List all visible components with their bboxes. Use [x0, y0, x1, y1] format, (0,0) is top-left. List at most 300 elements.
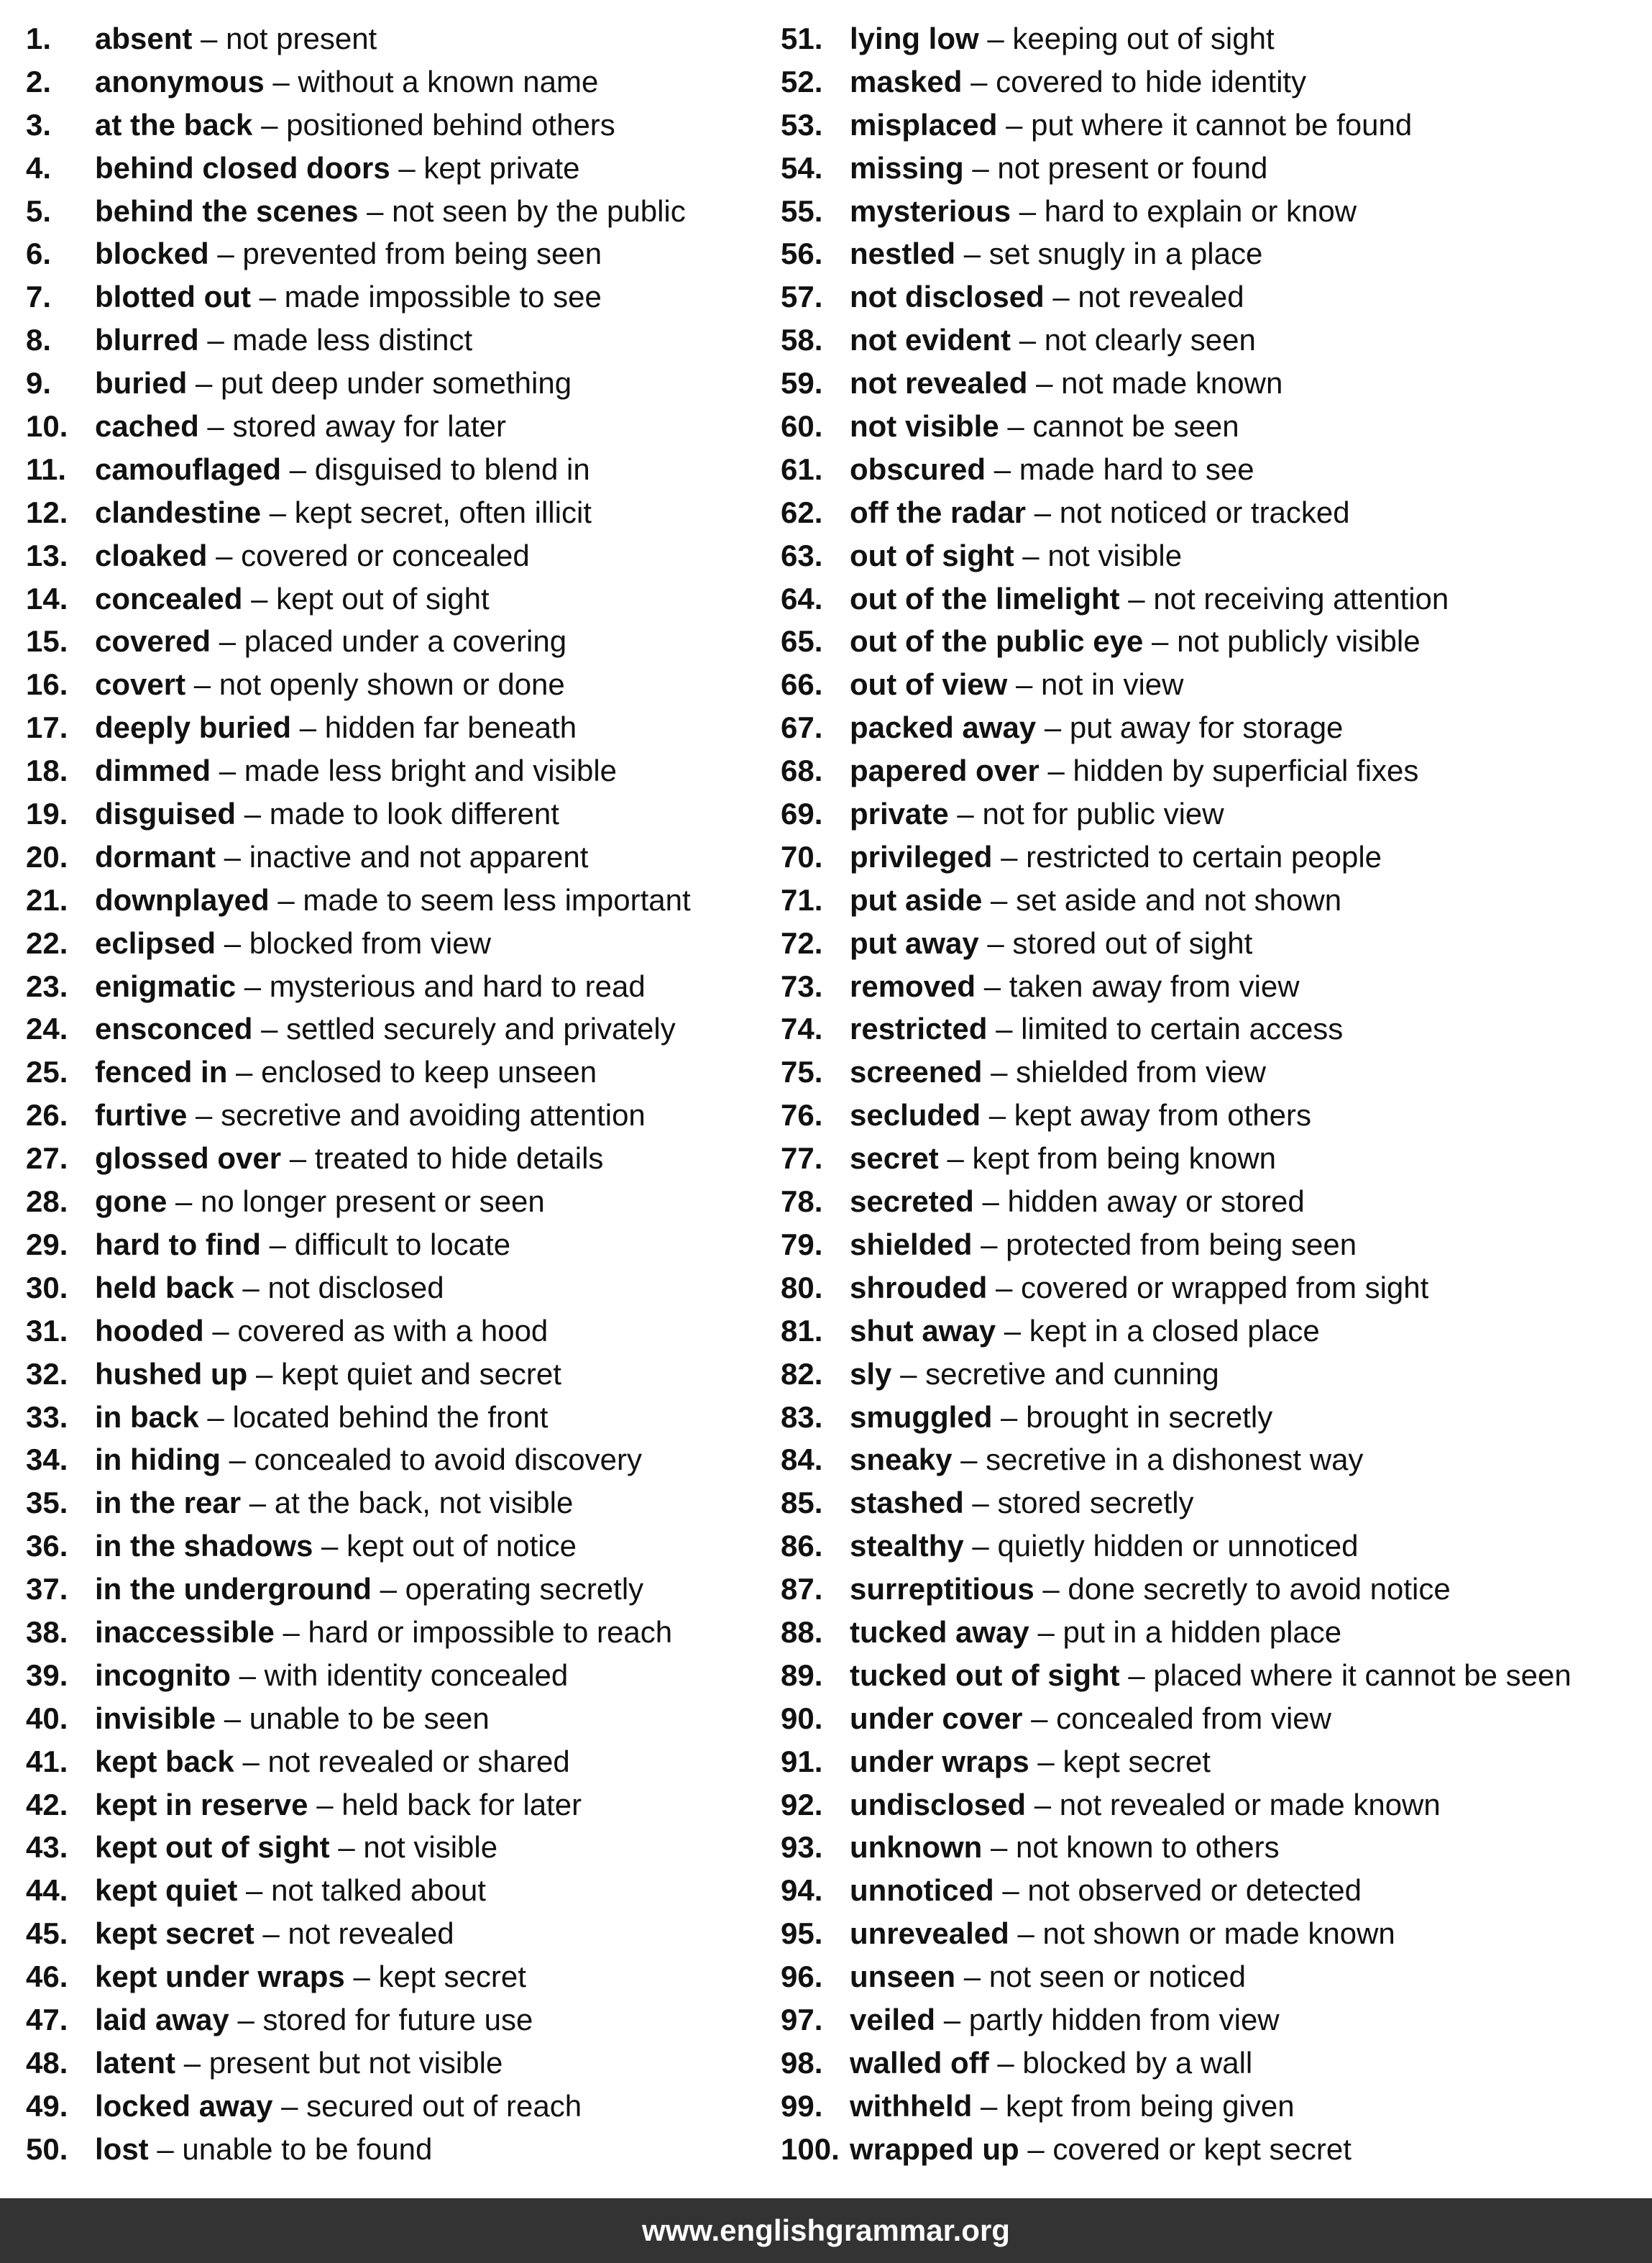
- entry-term: not revealed: [850, 366, 1028, 401]
- list-item: [781, 1740, 1643, 1783]
- entry-term: latent: [95, 2045, 176, 2080]
- entry-term: absent: [95, 22, 193, 55]
- entry-number: 59.: [781, 366, 823, 401]
- entry-separator: –: [1001, 1399, 1018, 1434]
- list-item: [26, 1611, 774, 1654]
- entry-definition: made impossible to see: [284, 280, 602, 314]
- entry-separator: –: [283, 1614, 300, 1649]
- entry-number: 40.: [26, 1701, 68, 1735]
- entry-term: eclipsed: [95, 925, 216, 960]
- entry-definition: present but not visible: [208, 2045, 503, 2080]
- list-item: [781, 147, 1643, 190]
- entry-term: blotted out: [95, 280, 251, 314]
- entry-definition: covered to hide identity: [996, 64, 1307, 99]
- entry-term: in back: [95, 1399, 199, 1434]
- entry-term: enigmatic: [95, 969, 237, 1003]
- entry-term: misplaced: [850, 107, 998, 142]
- entry-separator: –: [259, 280, 276, 314]
- entry-number: 77.: [781, 1141, 823, 1176]
- entry-definition: not revealed or made known: [1059, 1787, 1441, 1821]
- entry-separator: –: [299, 710, 317, 745]
- entry-number: 45.: [26, 1916, 68, 1951]
- entry-term: shrouded: [850, 1270, 988, 1304]
- entry-separator: –: [1027, 2131, 1045, 2166]
- entry-separator: –: [224, 1701, 242, 1735]
- entry-definition: set snugly in a place: [988, 237, 1263, 271]
- list-item: [781, 1051, 1643, 1094]
- entry-term: concealed: [95, 581, 243, 616]
- list-item: [781, 1998, 1643, 2042]
- entry-term: private: [850, 797, 949, 831]
- list-item: [781, 491, 1643, 534]
- list-item: [781, 577, 1643, 621]
- list-item: [26, 17, 774, 60]
- entry-definition: not openly shown or done: [219, 667, 565, 702]
- entry-term: masked: [850, 64, 963, 99]
- entry-separator: –: [963, 237, 981, 271]
- entry-definition: not seen by the public: [392, 193, 686, 228]
- entry-term: not disclosed: [850, 280, 1045, 314]
- entry-number: 27.: [26, 1141, 68, 1176]
- entry-term: kept back: [95, 1744, 234, 1778]
- entry-number: 9.: [26, 366, 52, 401]
- entry-definition: not revealed or shared: [267, 1744, 570, 1778]
- entry-number: 23.: [26, 969, 68, 1003]
- entry-definition: stored secretly: [997, 1486, 1194, 1520]
- entry-separator: –: [272, 64, 290, 99]
- entry-separator: –: [960, 1443, 978, 1477]
- entry-separator: –: [244, 797, 262, 831]
- entry-term: sly: [850, 1356, 892, 1391]
- entry-term: off the radar: [850, 495, 1027, 529]
- entry-separator: –: [237, 2002, 254, 2036]
- entry-number: 75.: [781, 1055, 823, 1089]
- entry-definition: not revealed: [288, 1916, 454, 1951]
- list-item: [26, 1223, 774, 1266]
- list-item: [781, 1007, 1643, 1051]
- entry-number: 50.: [26, 2131, 68, 2166]
- entry-definition: stored for future use: [262, 2002, 533, 2036]
- entry-term: furtive: [95, 1098, 188, 1133]
- list-item: [26, 1912, 774, 1955]
- entry-separator: –: [982, 1184, 999, 1219]
- entry-number: 43.: [26, 1830, 68, 1865]
- entry-term: obscured: [850, 452, 986, 486]
- entry-term: covert: [95, 667, 186, 702]
- entry-separator: –: [183, 2045, 201, 2080]
- entry-term: papered over: [850, 754, 1040, 788]
- entry-term: kept quiet: [95, 1873, 238, 1908]
- entry-number: 22.: [26, 925, 68, 960]
- entry-definition: not clearly seen: [1044, 323, 1256, 357]
- entry-term: downplayed: [95, 882, 270, 917]
- entry-number: 88.: [781, 1614, 823, 1649]
- entry-definition: shielded from view: [1016, 1055, 1266, 1089]
- entry-definition: kept from being known: [972, 1141, 1277, 1176]
- entry-term: unseen: [850, 1960, 956, 1994]
- entry-number: 19.: [26, 797, 68, 831]
- entry-term: undisclosed: [850, 1787, 1027, 1821]
- entry-separator: –: [1042, 1572, 1060, 1606]
- entry-separator: –: [1004, 1313, 1022, 1348]
- list-item: [781, 405, 1643, 448]
- entry-definition: kept secret, often illicit: [294, 495, 592, 529]
- entry-separator: –: [261, 1012, 278, 1046]
- entry-term: shielded: [850, 1227, 973, 1261]
- entry-separator: –: [196, 366, 213, 401]
- entry-definition: made hard to see: [1019, 452, 1254, 486]
- list-item: [26, 1826, 774, 1869]
- entry-definition: not shown or made known: [1042, 1916, 1395, 1951]
- list-item: [781, 965, 1643, 1008]
- entry-definition: taken away from view: [1009, 969, 1300, 1003]
- entry-separator: –: [281, 2088, 298, 2123]
- entry-separator: –: [269, 495, 287, 529]
- entry-number: 67.: [781, 710, 823, 745]
- entry-definition: positioned behind others: [286, 107, 615, 142]
- list-item: [781, 104, 1643, 147]
- entry-term: kept in reserve: [95, 1787, 308, 1821]
- entry-number: 99.: [781, 2088, 823, 2123]
- list-item: [781, 1826, 1643, 1869]
- entry-number: 3.: [26, 107, 52, 142]
- list-item: [781, 749, 1643, 792]
- entry-number: 79.: [781, 1227, 823, 1261]
- list-item: [781, 1654, 1643, 1697]
- entry-number: 7.: [26, 280, 52, 314]
- entry-definition: hard or impossible to reach: [308, 1614, 673, 1649]
- entry-definition: protected from being seen: [1006, 1227, 1357, 1261]
- entry-definition: difficult to locate: [294, 1227, 511, 1261]
- list-item: [26, 232, 774, 275]
- entry-separator: –: [224, 839, 242, 874]
- entry-number: 93.: [781, 1830, 823, 1865]
- list-item: [781, 1697, 1643, 1740]
- entry-term: out of sight: [850, 538, 1014, 572]
- entry-definition: quietly hidden or unnoticed: [997, 1529, 1359, 1563]
- entry-number: 56.: [781, 237, 823, 271]
- entry-definition: located behind the front: [232, 1399, 549, 1434]
- entry-definition: not present: [226, 22, 377, 55]
- entry-number: 92.: [781, 1787, 823, 1821]
- entry-definition: not talked about: [271, 1873, 486, 1908]
- entry-number: 11.: [26, 452, 67, 486]
- entry-separator: –: [987, 22, 1004, 55]
- entry-term: secret: [850, 1141, 939, 1176]
- entry-definition: stored out of sight: [1012, 925, 1253, 960]
- entry-separator: –: [207, 1399, 224, 1434]
- entry-number: 13.: [26, 538, 68, 572]
- entry-definition: put deep under something: [221, 366, 572, 401]
- list-item: [26, 706, 774, 749]
- entry-separator: –: [1152, 624, 1169, 659]
- entry-term: dimmed: [95, 754, 211, 788]
- entry-number: 100.: [781, 2131, 840, 2166]
- entry-separator: –: [947, 1141, 964, 1176]
- entry-number: 85.: [781, 1486, 823, 1520]
- entry-number: 14.: [26, 581, 68, 616]
- entry-separator: –: [239, 1658, 256, 1692]
- entry-number: 83.: [781, 1399, 823, 1434]
- entry-number: 98.: [781, 2045, 823, 2080]
- entry-number: 52.: [781, 64, 823, 99]
- entry-definition: put away for storage: [1069, 710, 1344, 745]
- entry-separator: –: [249, 1486, 267, 1520]
- entry-separator: –: [289, 1141, 307, 1176]
- entry-separator: –: [269, 1227, 286, 1261]
- entry-separator: –: [991, 882, 1008, 917]
- entry-term: put away: [850, 925, 979, 960]
- entry-separator: –: [289, 452, 307, 486]
- entry-definition: brought in secretly: [1026, 1399, 1273, 1434]
- entry-term: kept secret: [95, 1916, 254, 1951]
- list-item: [26, 104, 774, 147]
- list-item: [26, 1783, 774, 1827]
- entry-definition: not for public view: [982, 797, 1224, 831]
- list-item: [781, 17, 1643, 60]
- entry-separator: –: [1022, 538, 1040, 572]
- entry-separator: –: [963, 1960, 981, 1994]
- entry-separator: –: [201, 22, 218, 55]
- entry-number: 1.: [26, 22, 52, 55]
- list-item: [781, 1524, 1643, 1568]
- list-item: [26, 448, 774, 491]
- list-item: [26, 1438, 774, 1481]
- footer-url[interactable]: www.englishgrammar.org: [642, 2213, 1010, 2247]
- entry-separator: –: [175, 1184, 193, 1219]
- entry-separator: –: [1006, 107, 1023, 142]
- entry-separator: –: [261, 107, 278, 142]
- entry-definition: not observed or detected: [1027, 1873, 1362, 1908]
- entry-number: 91.: [781, 1744, 823, 1778]
- entry-number: 86.: [781, 1529, 823, 1563]
- entry-separator: –: [987, 925, 1004, 960]
- list-item: [781, 922, 1643, 965]
- entry-separator: –: [1037, 1614, 1055, 1649]
- list-item: [781, 1094, 1643, 1137]
- list-item: [26, 1740, 774, 1783]
- list-item: [781, 448, 1643, 491]
- list-item: [781, 2085, 1643, 2128]
- list-item: [26, 1180, 774, 1223]
- entry-separator: –: [246, 1873, 263, 1908]
- list-item: [781, 2128, 1643, 2171]
- entry-separator: –: [1037, 1744, 1055, 1778]
- entry-number: 80.: [781, 1270, 823, 1304]
- entry-separator: –: [256, 1356, 273, 1391]
- entry-definition: operating secretly: [405, 1572, 644, 1606]
- entry-number: 26.: [26, 1098, 68, 1133]
- list-item: [781, 1223, 1643, 1266]
- list-item: [781, 319, 1643, 362]
- entry-number: 95.: [781, 1916, 823, 1951]
- entry-term: unnoticed: [850, 1873, 994, 1908]
- entry-term: secreted: [850, 1184, 974, 1219]
- entry-definition: concealed from view: [1056, 1701, 1331, 1735]
- entry-number: 78.: [781, 1184, 823, 1219]
- list-item: [781, 836, 1643, 879]
- list-item: [26, 1524, 774, 1568]
- entry-definition: inactive and not apparent: [249, 839, 589, 874]
- entry-separator: –: [207, 409, 224, 444]
- entry-number: 87.: [781, 1572, 823, 1606]
- entry-separator: –: [193, 667, 211, 702]
- list-item: [781, 362, 1643, 405]
- entry-term: out of the limelight: [850, 581, 1120, 616]
- list-item: [781, 1481, 1643, 1524]
- list-item: [781, 60, 1643, 104]
- entry-separator: –: [219, 754, 237, 788]
- entry-separator: –: [219, 624, 237, 659]
- entry-term: held back: [95, 1270, 234, 1304]
- entry-definition: not present or found: [997, 150, 1268, 185]
- entry-term: cloaked: [95, 538, 208, 572]
- entry-term: not visible: [850, 409, 999, 444]
- list-item: [781, 1180, 1643, 1223]
- entry-definition: kept private: [423, 150, 580, 185]
- entry-definition: not visible: [1047, 538, 1183, 572]
- entry-term: blocked: [95, 237, 209, 271]
- entry-number: 18.: [26, 754, 68, 788]
- entry-term: withheld: [850, 2088, 973, 2123]
- entry-separator: –: [1034, 1787, 1052, 1821]
- list-item: [781, 1869, 1643, 1912]
- entry-number: 73.: [781, 969, 823, 1003]
- entry-number: 28.: [26, 1184, 68, 1219]
- entry-definition: covered or wrapped from sight: [1021, 1270, 1429, 1304]
- entry-separator: –: [1034, 495, 1052, 529]
- entry-definition: not visible: [363, 1830, 498, 1865]
- entry-number: 74.: [781, 1012, 823, 1046]
- list-item: [26, 60, 774, 104]
- list-item: [781, 275, 1643, 319]
- entry-separator: –: [242, 1744, 260, 1778]
- entry-term: stealthy: [850, 1529, 964, 1563]
- entry-term: dormant: [95, 839, 216, 874]
- entry-separator: –: [207, 323, 224, 357]
- entry-separator: –: [1019, 193, 1037, 228]
- entry-separator: –: [983, 969, 1001, 1003]
- entry-separator: –: [1017, 1916, 1034, 1951]
- list-item: [26, 577, 774, 621]
- entry-separator: –: [991, 1055, 1008, 1089]
- entry-number: 15.: [26, 624, 68, 659]
- entry-definition: secretive and avoiding attention: [221, 1098, 646, 1133]
- entry-term: missing: [850, 150, 964, 185]
- entry-number: 30.: [26, 1270, 68, 1304]
- entry-separator: –: [229, 1443, 246, 1477]
- entry-definition: without a known name: [298, 64, 599, 99]
- entry-number: 65.: [781, 624, 823, 659]
- list-item: [26, 1654, 774, 1697]
- list-item: [26, 1955, 774, 1998]
- entry-definition: made less bright and visible: [244, 754, 618, 788]
- entry-term: hard to find: [95, 1227, 261, 1261]
- entry-term: covered: [95, 624, 211, 659]
- entry-term: lost: [95, 2131, 149, 2166]
- entry-definition: concealed to avoid discovery: [254, 1443, 642, 1477]
- entry-separator: –: [224, 925, 242, 960]
- entry-separator: –: [1052, 280, 1070, 314]
- entry-number: 21.: [26, 882, 68, 917]
- entry-number: 48.: [26, 2045, 68, 2080]
- entry-term: unknown: [850, 1830, 983, 1865]
- entry-number: 62.: [781, 495, 823, 529]
- list-item: [781, 620, 1643, 663]
- entry-number: 12.: [26, 495, 68, 529]
- entry-separator: –: [988, 1098, 1006, 1133]
- entry-number: 55.: [781, 193, 823, 228]
- entry-separator: –: [1031, 1701, 1048, 1735]
- list-item: [781, 534, 1643, 577]
- entry-number: 57.: [781, 280, 823, 314]
- entry-definition: disguised to blend in: [314, 452, 590, 486]
- entry-number: 97.: [781, 2002, 823, 2036]
- entry-separator: –: [981, 2088, 998, 2123]
- entry-separator: –: [972, 1486, 989, 1520]
- entry-separator: –: [1007, 409, 1024, 444]
- entry-number: 94.: [781, 1873, 823, 1908]
- entry-number: 68.: [781, 754, 823, 788]
- entry-definition: kept out of notice: [347, 1529, 577, 1563]
- list-item: [781, 1438, 1643, 1481]
- entry-term: restricted: [850, 1012, 988, 1046]
- entry-definition: secretive in a dishonest way: [986, 1443, 1364, 1477]
- list-item: [26, 1137, 774, 1180]
- list-item: [26, 1869, 774, 1912]
- entry-term: buried: [95, 366, 188, 401]
- list-item: [26, 836, 774, 879]
- entry-number: 36.: [26, 1529, 68, 1563]
- entry-term: kept under wraps: [95, 1960, 345, 1994]
- entry-number: 90.: [781, 1701, 823, 1735]
- entry-definition: prevented from being seen: [242, 237, 602, 271]
- entry-separator: –: [251, 581, 268, 616]
- entry-definition: unable to be seen: [249, 1701, 490, 1735]
- entry-definition: not in view: [1041, 667, 1184, 702]
- entry-definition: limited to certain access: [1021, 1012, 1344, 1046]
- entry-term: glossed over: [95, 1141, 282, 1176]
- entry-number: 25.: [26, 1055, 68, 1089]
- entry-number: 58.: [781, 323, 823, 357]
- entry-separator: –: [338, 1830, 355, 1865]
- entry-separator: –: [1044, 710, 1062, 745]
- entry-separator: –: [970, 64, 988, 99]
- entry-number: 5.: [26, 193, 52, 228]
- entry-number: 81.: [781, 1313, 823, 1348]
- entry-definition: no longer present or seen: [201, 1184, 545, 1219]
- entry-term: laid away: [95, 2002, 229, 2036]
- entry-separator: –: [972, 1529, 989, 1563]
- entry-number: 49.: [26, 2088, 68, 2123]
- footer-bar: [0, 2198, 1652, 2263]
- entry-term: out of the public eye: [850, 624, 1144, 659]
- entry-term: lying low: [850, 22, 979, 55]
- list-item: [26, 965, 774, 1008]
- entry-definition: blocked by a wall: [1022, 2045, 1253, 2080]
- entry-definition: restricted to certain people: [1026, 839, 1382, 874]
- entry-definition: put in a hidden place: [1063, 1614, 1342, 1649]
- list-item: [26, 1094, 774, 1137]
- list-item: [26, 1396, 774, 1439]
- list-item: [26, 275, 774, 319]
- entry-number: 69.: [781, 797, 823, 831]
- entry-term: inaccessible: [95, 1614, 275, 1649]
- entry-term: out of view: [850, 667, 1008, 702]
- entry-term: smuggled: [850, 1399, 993, 1434]
- entry-number: 53.: [781, 107, 823, 142]
- entry-definition: hidden by superficial fixes: [1073, 754, 1419, 788]
